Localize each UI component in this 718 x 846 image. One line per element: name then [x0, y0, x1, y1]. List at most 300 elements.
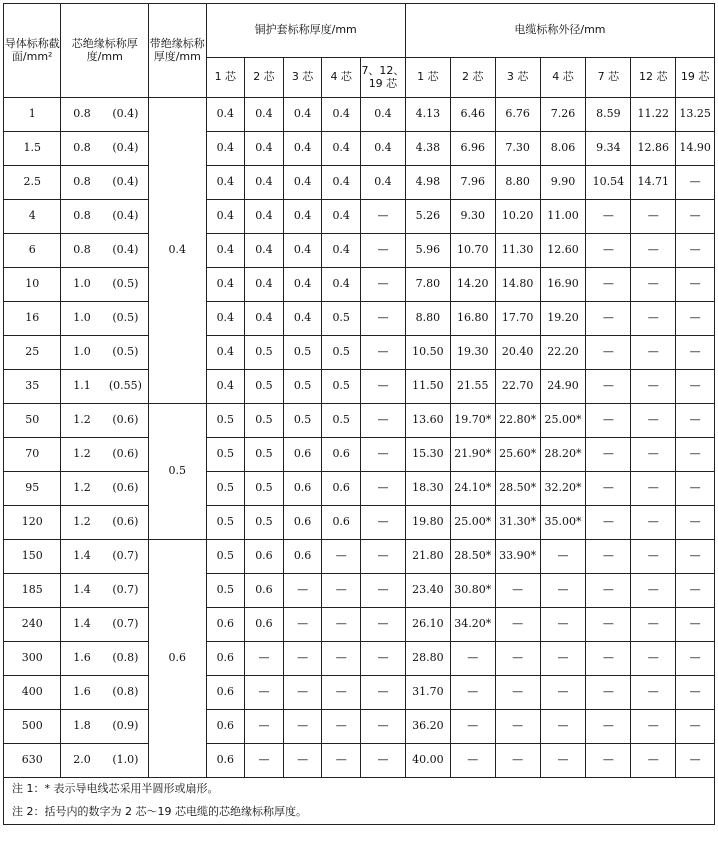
cell-cable-diameter: 19.80	[405, 506, 450, 540]
cell-sheath-thickness: 0.6	[206, 608, 245, 642]
header-core-insulation: 芯绝缘标称厚度/mm	[61, 4, 149, 98]
cell-cable-diameter: —	[586, 404, 631, 438]
cell-sheath-thickness: 0.4	[361, 132, 406, 166]
cell-sheath-thickness: —	[245, 744, 284, 778]
header-cable-diameter: 电缆标称外径/mm	[405, 4, 714, 58]
cell-cable-diameter: 19.70*	[450, 404, 495, 438]
cell-sheath-thickness: 0.4	[206, 234, 245, 268]
cell-cable-diameter: 15.30	[405, 438, 450, 472]
cell-cable-diameter: 9.34	[586, 132, 631, 166]
cell-sheath-thickness: —	[283, 710, 322, 744]
cell-cable-diameter: 20.40	[495, 336, 540, 370]
cell-sheath-thickness: 0.5	[322, 370, 361, 404]
cell-cable-diameter: 25.60*	[495, 438, 540, 472]
cell-cable-diameter: 6.76	[495, 98, 540, 132]
cell-cable-diameter: 25.00*	[540, 404, 586, 438]
cell-core-insulation-multicore: (0.5)	[103, 268, 149, 302]
cell-cable-diameter: —	[676, 608, 715, 642]
cell-cable-diameter: —	[540, 744, 586, 778]
cell-cable-diameter: 18.30	[405, 472, 450, 506]
cell-cable-diameter: 9.90	[540, 166, 586, 200]
cell-core-insulation: 2.0	[61, 744, 103, 778]
cell-conductor-section: 16	[4, 302, 61, 336]
cell-cable-diameter: 13.60	[405, 404, 450, 438]
header-diameter-cores: 19 芯	[676, 58, 715, 98]
cell-cable-diameter: —	[676, 472, 715, 506]
cell-core-insulation: 1.2	[61, 404, 103, 438]
cell-cable-diameter: —	[631, 506, 676, 540]
header-sheath-cores: 7、12、19 芯	[361, 58, 406, 98]
cell-cable-diameter: 4.38	[405, 132, 450, 166]
table-row	[4, 540, 715, 574]
cell-sheath-thickness: 0.6	[322, 472, 361, 506]
cell-cable-diameter: 9.30	[450, 200, 495, 234]
cell-core-insulation-multicore: (0.55)	[103, 370, 149, 404]
cell-cable-diameter: —	[586, 438, 631, 472]
cell-sheath-thickness: —	[361, 472, 406, 506]
cell-cable-diameter: —	[676, 710, 715, 744]
cell-sheath-thickness: 0.4	[283, 268, 322, 302]
cell-core-insulation: 1.0	[61, 268, 103, 302]
cell-conductor-section: 50	[4, 404, 61, 438]
cell-conductor-section: 120	[4, 506, 61, 540]
cell-conductor-section: 185	[4, 574, 61, 608]
cell-sheath-thickness: —	[361, 302, 406, 336]
header-diameter-cores: 2 芯	[450, 58, 495, 98]
cell-sheath-thickness: 0.4	[206, 268, 245, 302]
cell-cable-diameter: 25.00*	[450, 506, 495, 540]
header-diameter-cores: 12 芯	[631, 58, 676, 98]
cell-core-insulation: 1.0	[61, 302, 103, 336]
cell-cable-diameter: —	[676, 166, 715, 200]
cell-sheath-thickness: —	[322, 642, 361, 676]
cell-sheath-thickness: 0.4	[245, 200, 284, 234]
cell-core-insulation-multicore: (0.4)	[103, 200, 149, 234]
cell-cable-diameter: —	[631, 744, 676, 778]
cell-cable-diameter: 31.30*	[495, 506, 540, 540]
cell-sheath-thickness: 0.5	[206, 506, 245, 540]
cell-cable-diameter: —	[631, 370, 676, 404]
cell-cable-diameter: 14.80	[495, 268, 540, 302]
cell-sheath-thickness: 0.4	[283, 302, 322, 336]
cell-conductor-section: 1.5	[4, 132, 61, 166]
cell-conductor-section: 70	[4, 438, 61, 472]
cell-cable-diameter: —	[586, 336, 631, 370]
cell-sheath-thickness: 0.4	[206, 336, 245, 370]
cell-core-insulation-multicore: (0.7)	[103, 574, 149, 608]
cell-cable-diameter: 28.50*	[450, 540, 495, 574]
cell-core-insulation-multicore: (0.4)	[103, 234, 149, 268]
cell-cable-diameter: 11.50	[405, 370, 450, 404]
cell-core-insulation: 0.8	[61, 166, 103, 200]
cell-cable-diameter: —	[495, 676, 540, 710]
cell-core-insulation: 1.2	[61, 472, 103, 506]
table-row	[4, 132, 715, 166]
cable-spec-table	[3, 3, 715, 825]
cell-core-insulation: 1.6	[61, 642, 103, 676]
header-sheath-cores: 4 芯	[322, 58, 361, 98]
cell-sheath-thickness: 0.4	[322, 268, 361, 302]
cell-cable-diameter: —	[540, 710, 586, 744]
cell-sheath-thickness: —	[322, 540, 361, 574]
cell-cable-diameter: —	[676, 234, 715, 268]
cell-belt-insulation: 0.5	[149, 404, 206, 540]
table-row	[4, 608, 715, 642]
cell-sheath-thickness: 0.4	[206, 200, 245, 234]
cell-cable-diameter: —	[676, 574, 715, 608]
cell-cable-diameter: —	[631, 540, 676, 574]
cell-cable-diameter: 8.80	[405, 302, 450, 336]
cell-cable-diameter: 7.80	[405, 268, 450, 302]
cell-belt-insulation: 0.4	[149, 98, 206, 404]
cell-conductor-section: 10	[4, 268, 61, 302]
cell-cable-diameter: —	[676, 336, 715, 370]
cell-cable-diameter: —	[631, 608, 676, 642]
cell-cable-diameter: —	[495, 608, 540, 642]
cell-conductor-section: 300	[4, 642, 61, 676]
cell-core-insulation: 1.4	[61, 574, 103, 608]
cell-cable-diameter: 30.80*	[450, 574, 495, 608]
header-diameter-cores: 1 芯	[405, 58, 450, 98]
cell-sheath-thickness: —	[361, 642, 406, 676]
cell-core-insulation-multicore: (0.5)	[103, 336, 149, 370]
cell-sheath-thickness: 0.4	[283, 200, 322, 234]
table-row	[4, 642, 715, 676]
cell-core-insulation-multicore: (0.4)	[103, 98, 149, 132]
cell-sheath-thickness: —	[322, 574, 361, 608]
cell-cable-diameter: —	[631, 472, 676, 506]
cell-cable-diameter: 14.71	[631, 166, 676, 200]
cell-sheath-thickness: 0.6	[283, 472, 322, 506]
cell-cable-diameter: —	[495, 710, 540, 744]
cell-sheath-thickness: 0.4	[245, 234, 284, 268]
cell-cable-diameter: —	[676, 676, 715, 710]
cell-cable-diameter: 35.00*	[540, 506, 586, 540]
cell-sheath-thickness: —	[283, 608, 322, 642]
cell-cable-diameter: —	[676, 404, 715, 438]
cell-sheath-thickness: 0.4	[245, 302, 284, 336]
note-1: 注 1：* 表示导电线芯采用半圆形或扇形。	[4, 778, 715, 802]
cell-cable-diameter: 17.70	[495, 302, 540, 336]
cell-sheath-thickness: —	[322, 608, 361, 642]
cell-sheath-thickness: 0.4	[206, 302, 245, 336]
cell-cable-diameter: —	[450, 744, 495, 778]
cell-cable-diameter: —	[586, 642, 631, 676]
cell-cable-diameter: 23.40	[405, 574, 450, 608]
cell-core-insulation-multicore: (0.7)	[103, 608, 149, 642]
cell-cable-diameter: —	[586, 710, 631, 744]
cell-cable-diameter: —	[676, 200, 715, 234]
cell-sheath-thickness: 0.6	[322, 506, 361, 540]
cell-sheath-thickness: —	[361, 200, 406, 234]
table-row	[4, 676, 715, 710]
cell-cable-diameter: —	[586, 268, 631, 302]
cell-core-insulation-multicore: (1.0)	[103, 744, 149, 778]
cell-sheath-thickness: —	[361, 608, 406, 642]
cell-sheath-thickness: —	[361, 744, 406, 778]
cell-sheath-thickness: 0.6	[245, 608, 284, 642]
cell-core-insulation-multicore: (0.6)	[103, 506, 149, 540]
cell-conductor-section: 4	[4, 200, 61, 234]
cell-cable-diameter: —	[450, 676, 495, 710]
cell-cable-diameter: —	[631, 302, 676, 336]
cell-core-insulation: 1.6	[61, 676, 103, 710]
cell-cable-diameter: —	[631, 710, 676, 744]
cell-sheath-thickness: 0.4	[283, 132, 322, 166]
cell-sheath-thickness: —	[361, 710, 406, 744]
cell-sheath-thickness: 0.5	[322, 302, 361, 336]
cell-sheath-thickness: 0.5	[206, 540, 245, 574]
cell-cable-diameter: —	[631, 404, 676, 438]
cell-cable-diameter: 12.86	[631, 132, 676, 166]
cell-cable-diameter: —	[631, 234, 676, 268]
cell-cable-diameter: 8.06	[540, 132, 586, 166]
cell-sheath-thickness: —	[283, 574, 322, 608]
cell-core-insulation: 0.8	[61, 132, 103, 166]
cell-conductor-section: 6	[4, 234, 61, 268]
cell-core-insulation: 0.8	[61, 200, 103, 234]
cell-cable-diameter: 36.20	[405, 710, 450, 744]
cell-sheath-thickness: 0.5	[283, 336, 322, 370]
cell-core-insulation-multicore: (0.4)	[103, 166, 149, 200]
cell-sheath-thickness: 0.4	[206, 370, 245, 404]
header-sheath-cores: 1 芯	[206, 58, 245, 98]
cell-sheath-thickness: 0.4	[322, 234, 361, 268]
cell-cable-diameter: 16.90	[540, 268, 586, 302]
cell-cable-diameter: —	[586, 574, 631, 608]
cell-cable-diameter: 8.80	[495, 166, 540, 200]
cell-sheath-thickness: —	[361, 506, 406, 540]
cell-cable-diameter: 7.96	[450, 166, 495, 200]
cell-sheath-thickness: 0.4	[283, 98, 322, 132]
cell-conductor-section: 95	[4, 472, 61, 506]
cell-cable-diameter: 13.25	[676, 98, 715, 132]
cell-core-insulation: 1.4	[61, 608, 103, 642]
header-sheath-thickness: 铜护套标称厚度/mm	[206, 4, 405, 58]
table-row	[4, 98, 715, 132]
cell-cable-diameter: 21.90*	[450, 438, 495, 472]
cell-cable-diameter: —	[676, 438, 715, 472]
cell-cable-diameter: —	[676, 540, 715, 574]
cell-sheath-thickness: 0.4	[322, 200, 361, 234]
table-row	[4, 268, 715, 302]
cell-cable-diameter: —	[586, 302, 631, 336]
cell-cable-diameter: 7.30	[495, 132, 540, 166]
cell-cable-diameter: 10.20	[495, 200, 540, 234]
cell-cable-diameter: 22.80*	[495, 404, 540, 438]
cell-cable-diameter: 5.26	[405, 200, 450, 234]
cell-sheath-thickness: 0.4	[245, 98, 284, 132]
cell-cable-diameter: —	[586, 200, 631, 234]
cell-core-insulation-multicore: (0.4)	[103, 132, 149, 166]
table-row	[4, 574, 715, 608]
cell-sheath-thickness: —	[322, 744, 361, 778]
cell-sheath-thickness: —	[283, 676, 322, 710]
cell-cable-diameter: —	[586, 540, 631, 574]
cell-core-insulation: 1.1	[61, 370, 103, 404]
note-2: 注 2：括号内的数字为 2 芯～19 芯电缆的芯绝缘标称厚度。	[4, 801, 715, 825]
cell-sheath-thickness: 0.4	[283, 234, 322, 268]
header-diameter-cores: 4 芯	[540, 58, 586, 98]
cell-cable-diameter: —	[540, 642, 586, 676]
cell-cable-diameter: —	[631, 574, 676, 608]
cell-sheath-thickness: 0.6	[283, 506, 322, 540]
cell-core-insulation-multicore: (0.6)	[103, 404, 149, 438]
table-row	[4, 166, 715, 200]
cell-cable-diameter: —	[676, 744, 715, 778]
cable-spec-table-container	[3, 3, 715, 825]
cell-cable-diameter: —	[540, 574, 586, 608]
cell-cable-diameter: —	[540, 540, 586, 574]
header-sheath-cores: 2 芯	[245, 58, 284, 98]
cell-cable-diameter: 10.54	[586, 166, 631, 200]
cell-conductor-section: 2.5	[4, 166, 61, 200]
cell-cable-diameter: —	[676, 302, 715, 336]
cell-cable-diameter: 12.60	[540, 234, 586, 268]
cell-cable-diameter: 6.96	[450, 132, 495, 166]
cell-core-insulation-multicore: (0.8)	[103, 676, 149, 710]
cell-core-insulation-multicore: (0.9)	[103, 710, 149, 744]
cell-conductor-section: 500	[4, 710, 61, 744]
cell-sheath-thickness: —	[361, 438, 406, 472]
cell-sheath-thickness: 0.4	[322, 98, 361, 132]
cell-conductor-section: 35	[4, 370, 61, 404]
table-row	[4, 404, 715, 438]
cell-cable-diameter: 14.90	[676, 132, 715, 166]
cell-cable-diameter: 28.80	[405, 642, 450, 676]
cell-cable-diameter: 6.46	[450, 98, 495, 132]
cell-sheath-thickness: —	[283, 744, 322, 778]
cell-sheath-thickness: 0.4	[322, 132, 361, 166]
cell-conductor-section: 150	[4, 540, 61, 574]
cell-sheath-thickness: —	[322, 710, 361, 744]
cell-sheath-thickness: 0.5	[206, 404, 245, 438]
cell-core-insulation: 1.0	[61, 336, 103, 370]
cell-sheath-thickness: 0.6	[245, 540, 284, 574]
cell-cable-diameter: —	[495, 642, 540, 676]
cell-cable-diameter: —	[586, 744, 631, 778]
cell-cable-diameter: 7.26	[540, 98, 586, 132]
cell-cable-diameter: 8.59	[586, 98, 631, 132]
cell-sheath-thickness: —	[245, 710, 284, 744]
cell-core-insulation-multicore: (0.6)	[103, 438, 149, 472]
cell-sheath-thickness: 0.4	[206, 166, 245, 200]
cell-cable-diameter: 40.00	[405, 744, 450, 778]
cell-sheath-thickness: 0.4	[245, 268, 284, 302]
cell-core-insulation: 1.8	[61, 710, 103, 744]
cell-sheath-thickness: 0.5	[245, 370, 284, 404]
cell-cable-diameter: —	[631, 676, 676, 710]
cell-cable-diameter: —	[450, 642, 495, 676]
cell-conductor-section: 240	[4, 608, 61, 642]
header-diameter-cores: 3 芯	[495, 58, 540, 98]
cell-core-insulation: 0.8	[61, 98, 103, 132]
cell-cable-diameter: —	[586, 472, 631, 506]
cell-cable-diameter: 26.10	[405, 608, 450, 642]
cell-cable-diameter: 19.30	[450, 336, 495, 370]
cell-conductor-section: 25	[4, 336, 61, 370]
cell-sheath-thickness: 0.5	[283, 404, 322, 438]
header-belt-insulation: 带绝缘标称厚度/mm	[149, 4, 206, 98]
cell-cable-diameter: —	[631, 336, 676, 370]
cell-sheath-thickness: 0.5	[206, 574, 245, 608]
cell-sheath-thickness: 0.4	[206, 98, 245, 132]
table-row	[4, 370, 715, 404]
cell-sheath-thickness: —	[361, 404, 406, 438]
cell-cable-diameter: —	[631, 200, 676, 234]
cell-cable-diameter: 21.80	[405, 540, 450, 574]
cell-core-insulation: 1.4	[61, 540, 103, 574]
cell-sheath-thickness: 0.4	[245, 132, 284, 166]
cell-cable-diameter: 16.80	[450, 302, 495, 336]
table-row	[4, 302, 715, 336]
cell-cable-diameter: 4.13	[405, 98, 450, 132]
cell-sheath-thickness: —	[322, 676, 361, 710]
cell-cable-diameter: —	[631, 438, 676, 472]
header-sheath-cores: 3 芯	[283, 58, 322, 98]
header-conductor-section: 导体标称截面/mm²	[4, 4, 61, 98]
cell-cable-diameter: —	[631, 268, 676, 302]
cell-sheath-thickness: 0.4	[361, 98, 406, 132]
cell-cable-diameter: —	[676, 268, 715, 302]
cell-cable-diameter: —	[586, 608, 631, 642]
cell-conductor-section: 400	[4, 676, 61, 710]
cell-sheath-thickness: 0.5	[322, 336, 361, 370]
header-diameter-cores: 7 芯	[586, 58, 631, 98]
cell-sheath-thickness: —	[361, 676, 406, 710]
table-row	[4, 200, 715, 234]
cell-cable-diameter: —	[676, 370, 715, 404]
cell-conductor-section: 630	[4, 744, 61, 778]
cell-cable-diameter: —	[676, 642, 715, 676]
table-body	[4, 98, 715, 778]
cell-cable-diameter: 10.70	[450, 234, 495, 268]
cell-core-insulation: 1.2	[61, 438, 103, 472]
cell-cable-diameter: 22.70	[495, 370, 540, 404]
cell-cable-diameter: 19.20	[540, 302, 586, 336]
table-row	[4, 472, 715, 506]
cell-sheath-thickness: 0.5	[283, 370, 322, 404]
cell-cable-diameter: —	[631, 642, 676, 676]
cell-sheath-thickness: 0.4	[245, 166, 284, 200]
cell-cable-diameter: 28.50*	[495, 472, 540, 506]
cell-sheath-thickness: 0.4	[322, 166, 361, 200]
cell-cable-diameter: 10.50	[405, 336, 450, 370]
table-row	[4, 336, 715, 370]
cell-cable-diameter: —	[586, 234, 631, 268]
cell-sheath-thickness: —	[361, 574, 406, 608]
cell-core-insulation: 0.8	[61, 234, 103, 268]
cell-sheath-thickness: 0.5	[322, 404, 361, 438]
cell-cable-diameter: —	[586, 370, 631, 404]
table-row	[4, 744, 715, 778]
cell-cable-diameter: 11.22	[631, 98, 676, 132]
cell-sheath-thickness: —	[245, 642, 284, 676]
cell-cable-diameter: 28.20*	[540, 438, 586, 472]
cell-sheath-thickness: 0.6	[322, 438, 361, 472]
cell-sheath-thickness: 0.6	[206, 676, 245, 710]
cell-sheath-thickness: 0.6	[206, 710, 245, 744]
cell-sheath-thickness: 0.4	[361, 166, 406, 200]
cell-sheath-thickness: 0.5	[206, 472, 245, 506]
cell-conductor-section: 1	[4, 98, 61, 132]
cell-sheath-thickness: —	[245, 676, 284, 710]
cell-cable-diameter: 34.20*	[450, 608, 495, 642]
cell-core-insulation-multicore: (0.5)	[103, 302, 149, 336]
cell-cable-diameter: 31.70	[405, 676, 450, 710]
cell-cable-diameter: —	[586, 676, 631, 710]
cell-core-insulation-multicore: (0.8)	[103, 642, 149, 676]
